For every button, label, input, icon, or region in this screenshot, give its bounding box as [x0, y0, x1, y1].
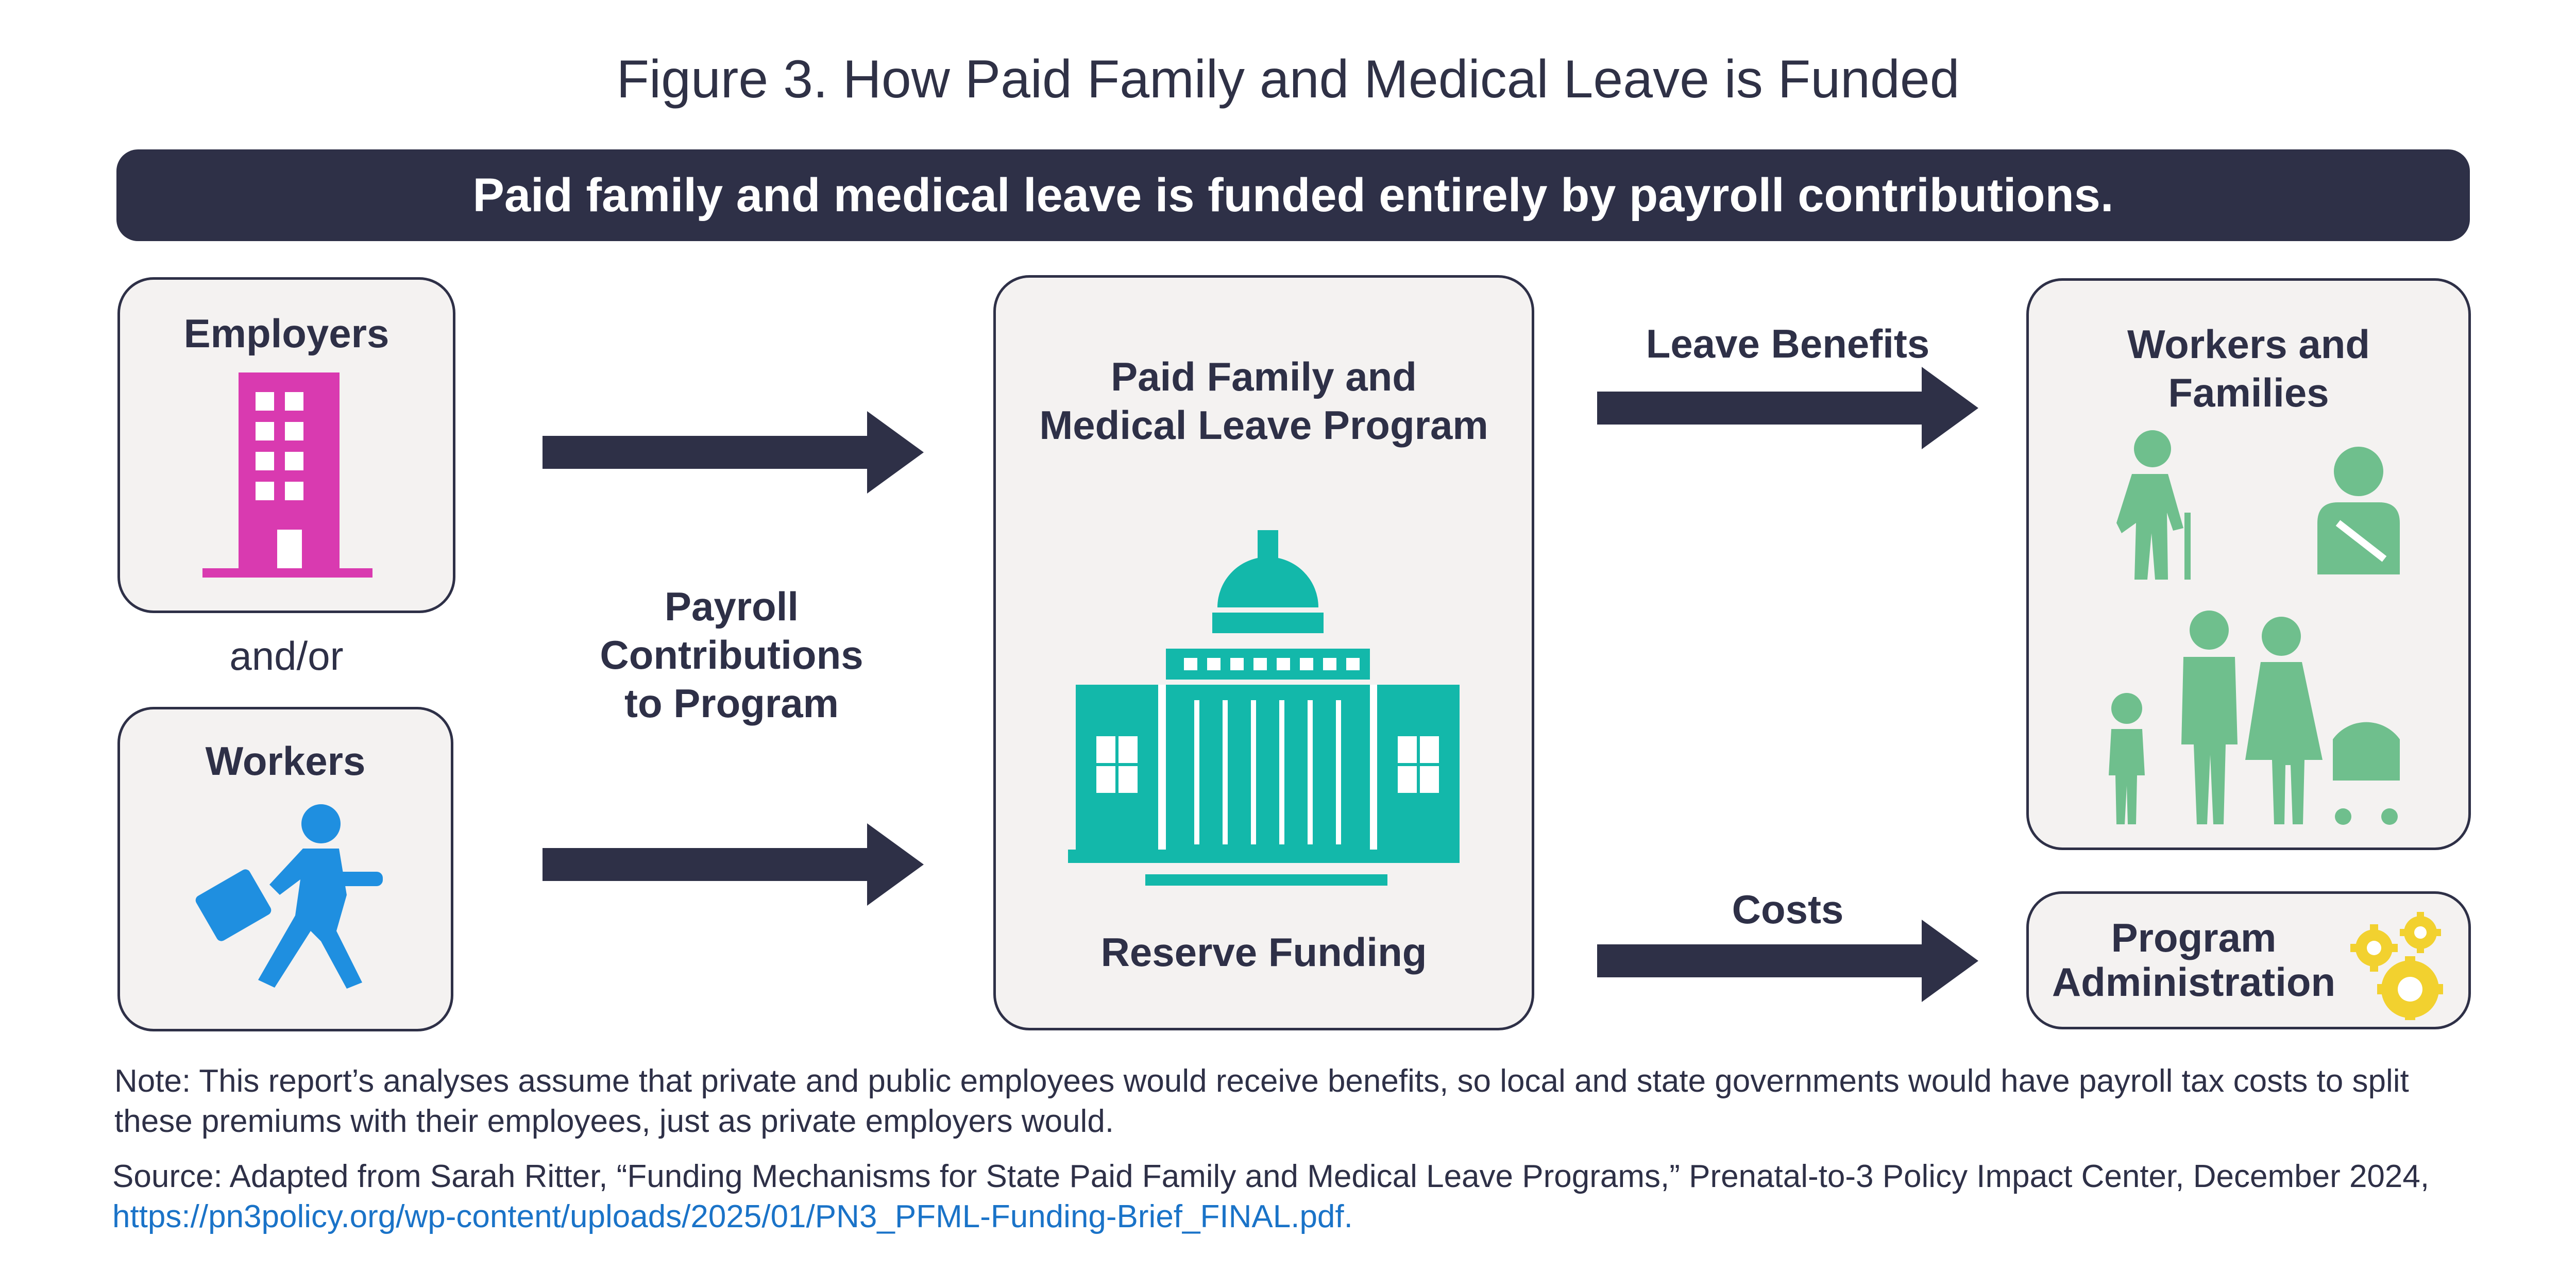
program-title-line-1: Paid Family and: [1111, 354, 1417, 399]
employers-label: Employers: [183, 311, 389, 356]
headline-banner: [116, 149, 2470, 241]
workers-families-title: [2029, 320, 2468, 417]
payroll-line-2: Contributions: [600, 632, 863, 677]
program-title: [996, 352, 1532, 449]
payroll-line-3: to Program: [624, 681, 839, 726]
leave-benefits-label: Leave Benefits: [1646, 321, 1930, 366]
workers-families-line-1: Workers and: [2127, 321, 2370, 367]
figure-title: Figure 3. How Paid Family and Medical Leave is Funded: [616, 49, 1960, 109]
source-text: [112, 1157, 2482, 1237]
program-administration-label: [2039, 916, 2348, 1004]
person-arm-sling-icon: [2307, 446, 2410, 580]
family-stroller-icon: [2091, 611, 2420, 827]
program-admin-line-2: Administration: [2052, 959, 2336, 1005]
costs-arrow: [1597, 920, 1978, 1002]
workers-label: Workers: [205, 738, 366, 784]
workers-families-line-2: Families: [2168, 370, 2329, 415]
leave-benefits-arrow: [1597, 367, 1978, 449]
capitol-building-icon: [1068, 530, 1460, 891]
program-title-line-2: Medical Leave Program: [1039, 402, 1488, 448]
office-building-icon: [202, 372, 372, 579]
workers-box: [117, 707, 453, 1031]
program-administration-box: [2026, 891, 2471, 1029]
program-box: [993, 275, 1534, 1030]
employers-box: [117, 277, 455, 613]
source-link[interactable]: https://pn3policy.org/wp-content/uploads/2025/01/PN3_PFML-Funding-Brief_FINAL.pdf.: [112, 1199, 1353, 1234]
source-prefix: Source: Adapted from Sarah Ritter, “Funding Mechanisms for State Paid Family and Medical Leave Programs,” Prenatal-to-3 Policy Impact Center, December 2024,: [112, 1159, 2430, 1194]
elderly-person-cane-icon: [2096, 430, 2209, 585]
gears-icon: [2348, 907, 2451, 1020]
note-text: Note: This report’s analyses assume that private and public employees would receive benefits, so local and state governments would have payroll tax costs to split these premiums with their employees, just as private employers would.: [114, 1063, 2409, 1139]
payroll-arrow-bottom: [543, 823, 924, 906]
costs-label: Costs: [1732, 887, 1844, 932]
headline-text: Paid family and medical leave is funded entirely by payroll contributions.: [472, 168, 2114, 222]
workers-families-box: [2026, 278, 2471, 850]
program-admin-line-1: Program: [2111, 915, 2277, 960]
payroll-arrow-top: [543, 411, 924, 494]
payroll-contributions-label: [567, 582, 896, 727]
reserve-funding-label: Reserve Funding: [1100, 929, 1427, 975]
running-worker-briefcase-icon: [192, 802, 398, 1008]
payroll-line-1: Payroll: [664, 584, 799, 629]
and-or-label: and/or: [229, 633, 344, 679]
